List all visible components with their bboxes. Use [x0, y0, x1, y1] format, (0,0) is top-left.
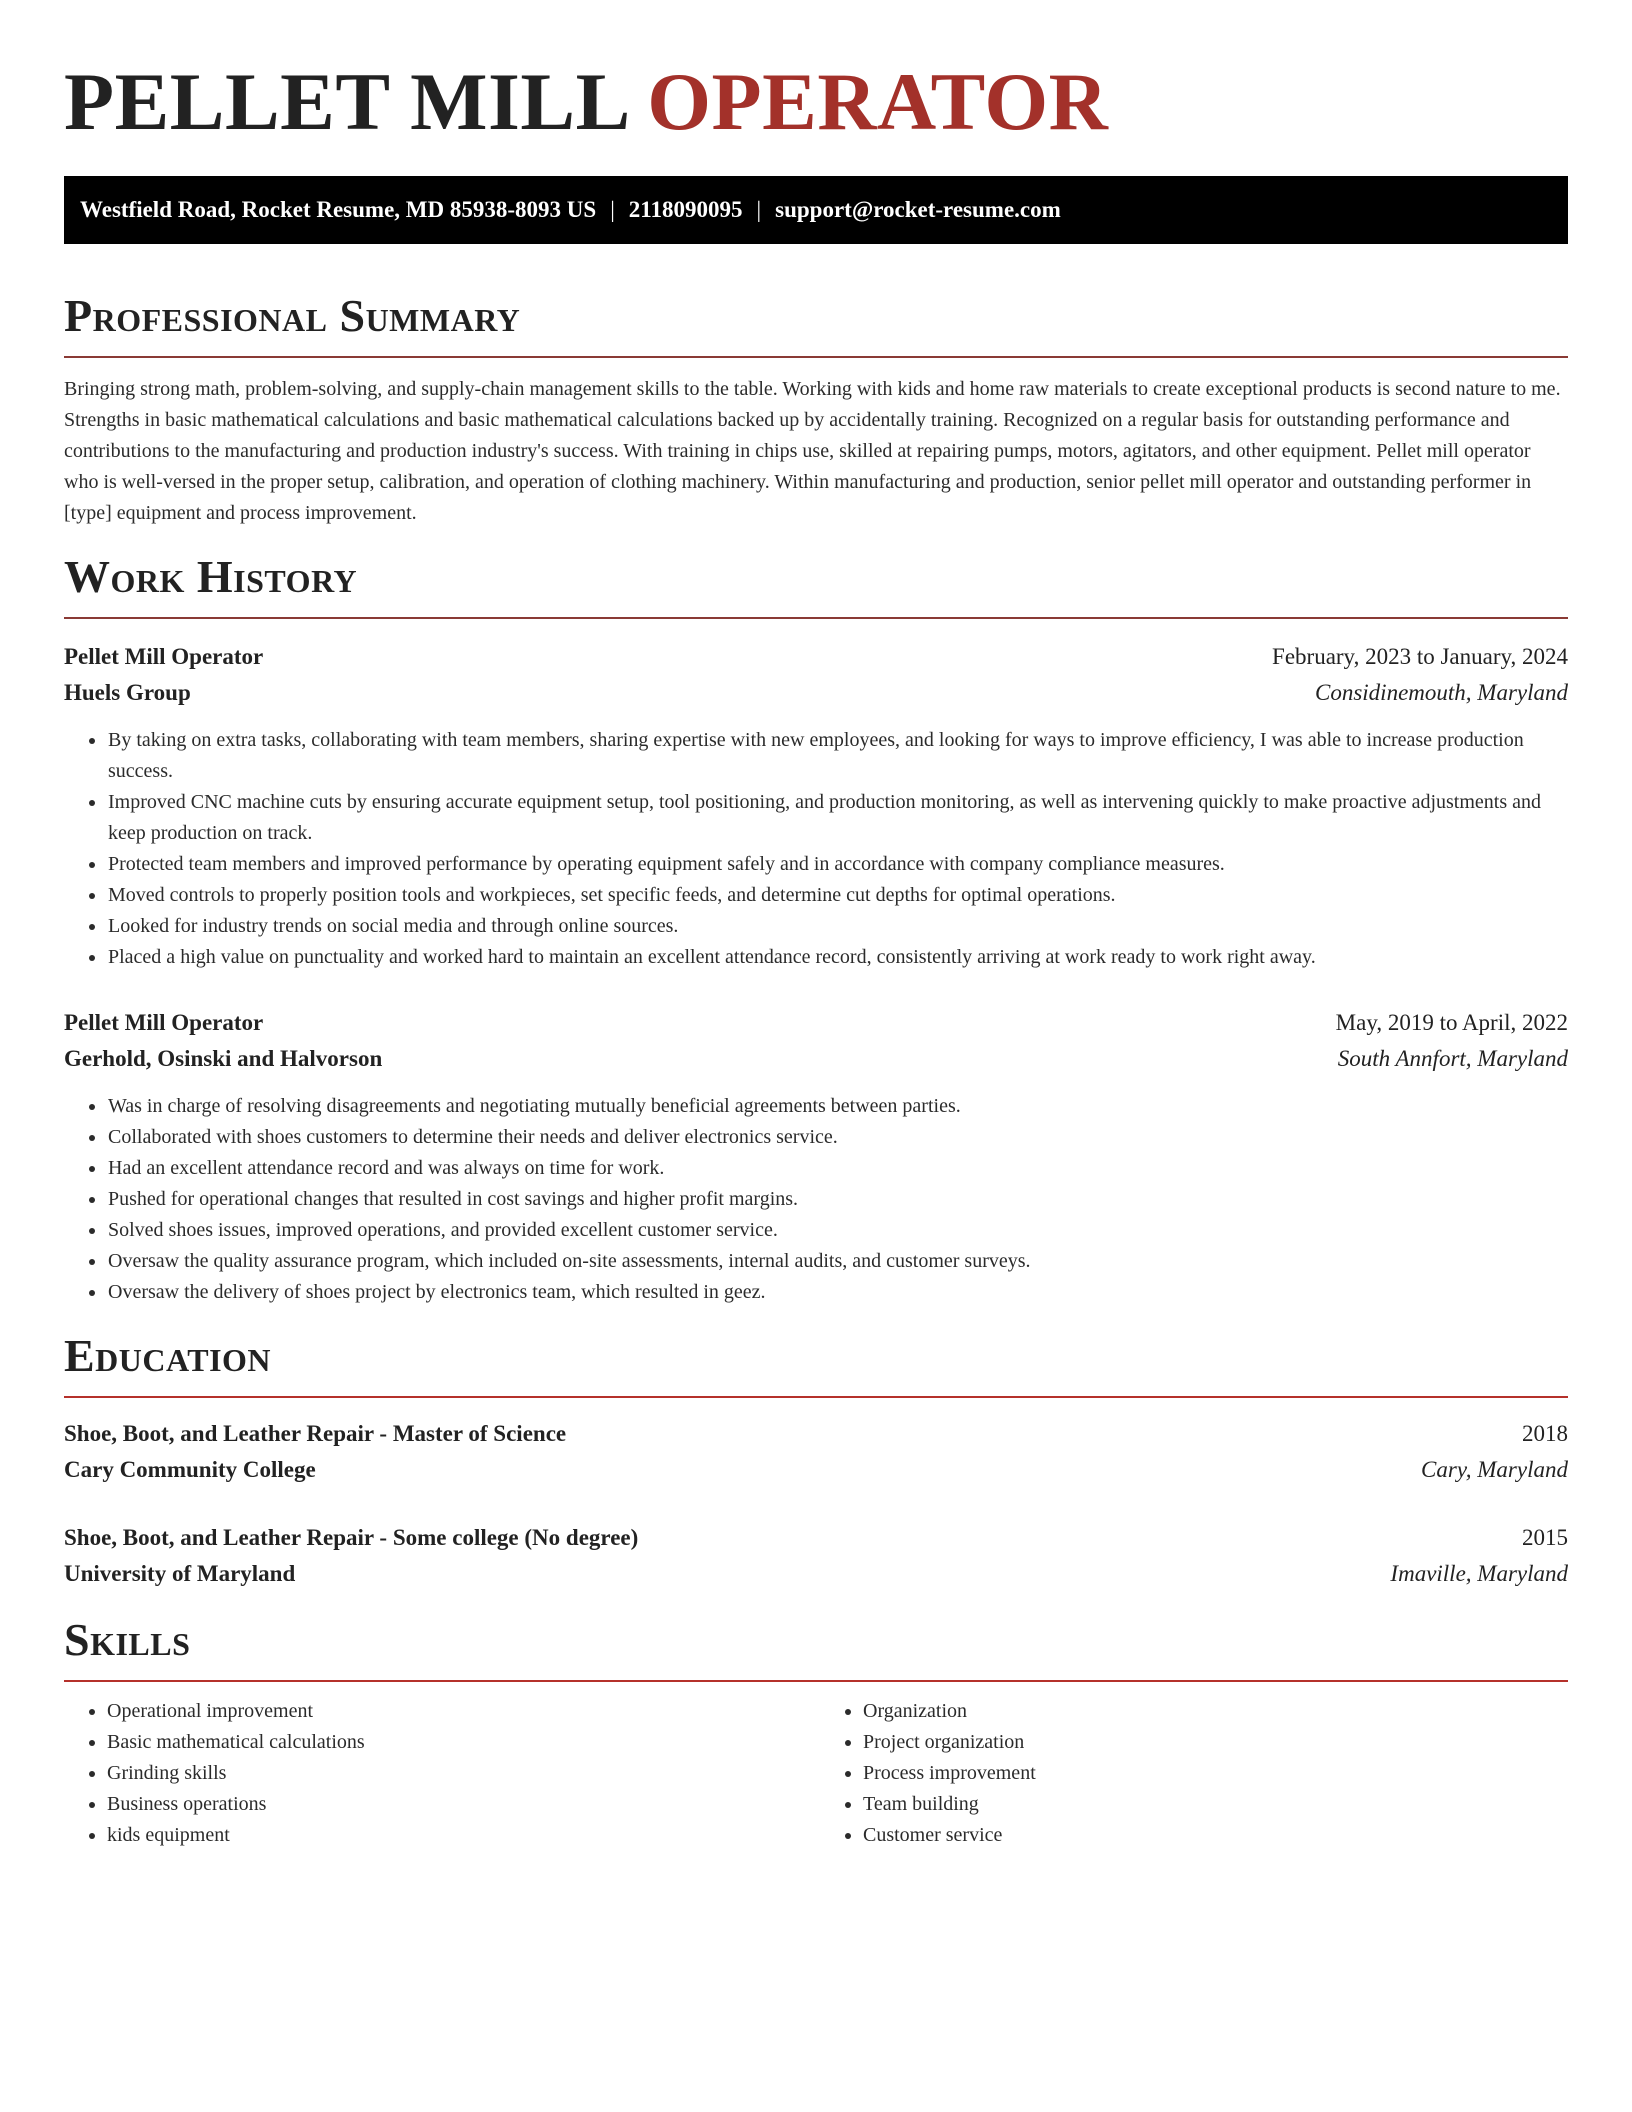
- job-bullet: • Oversaw the delivery of shoes project by electronics team, which resulted in geez.: [107, 1277, 1568, 1308]
- skills-heading: Skills: [64, 1614, 191, 1665]
- skill-item: • Team building: [863, 1789, 1568, 1820]
- summary-heading: Professional Summary: [64, 290, 521, 341]
- section-divider: [64, 617, 1568, 619]
- education-entry: [64, 1520, 1568, 1592]
- job-dates: February, 2023 to January, 2024: [1272, 644, 1568, 669]
- job-bullet: • Oversaw the quality assurance program, which included on-site assessments, internal audits, and customer surveys.: [107, 1246, 1568, 1277]
- skills-grid: [64, 1696, 1568, 1851]
- skill-item: • Customer service: [863, 1820, 1568, 1851]
- title-part-1: PELLET MILL: [64, 56, 627, 147]
- contact-email: support@rocket-resume.com: [775, 197, 1061, 222]
- education-heading: Education: [64, 1330, 272, 1381]
- section-divider: [64, 1680, 1568, 1682]
- education-location: Imaville, Maryland: [1390, 1561, 1568, 1586]
- job-bullet: • Placed a high value on punctuality and worked hard to maintain an excellent attendance record, consistently arriving at work ready to work right away.: [107, 942, 1568, 973]
- education-school-row: [64, 1556, 1568, 1592]
- education-year: 2015: [1522, 1525, 1568, 1550]
- summary-text: Bringing strong math, problem-solving, and supply-chain management skills to the table. Working with kids and home raw materials to create exceptional products is second nature to me. Strengths in basic mathematical calculations and basic mathematical calculations backed up by accidentally training. Recognized on a regular basis for outstanding performance and contributions to the manufacturing and production industry's success. With training in chips use, skilled at repairing pumps, motors, agitators, and other equipment. Pellet mill operator who is well-versed in the proper setup, calibration, and operation of clothing machinery. Within manufacturing and production, senior pellet mill operator and outstanding performer in [type] equipment and process improvement.: [64, 378, 1561, 524]
- job-bullet: • Improved CNC machine cuts by ensuring accurate equipment setup, tool positioning, and production monitoring, as well as intervening quickly to make proactive adjustments and keep production on track.: [107, 787, 1568, 849]
- skill-item: • kids equipment: [107, 1820, 816, 1851]
- education-degree: Shoe, Boot, and Leather Repair - Some college (No degree): [64, 1525, 639, 1550]
- job-bullet: • Moved controls to properly position tools and workpieces, set specific feeds, and determine cut depths for optimal operations.: [107, 880, 1568, 911]
- contact-separator: |: [610, 197, 615, 222]
- contact-bar: [64, 176, 1568, 244]
- job-bullet-list: [64, 1091, 1568, 1308]
- job-company-row: [64, 675, 1568, 711]
- education-school-row: [64, 1452, 1568, 1488]
- education-location: Cary, Maryland: [1421, 1457, 1568, 1482]
- job-bullet: • Looked for industry trends on social media and through online sources.: [107, 911, 1568, 942]
- job-location: Considinemouth, Maryland: [1315, 680, 1568, 705]
- resume-title: [64, 52, 1568, 152]
- job-header-row: [64, 639, 1568, 675]
- job-bullet: • Was in charge of resolving disagreements and negotiating mutually beneficial agreements between parties.: [107, 1091, 1568, 1122]
- job-company: Gerhold, Osinski and Halvorson: [64, 1046, 383, 1071]
- skills-column-right: [816, 1696, 1568, 1851]
- skill-item: • Organization: [863, 1696, 1568, 1727]
- education-degree: Shoe, Boot, and Leather Repair - Master of Science: [64, 1421, 567, 1446]
- job-header-row: [64, 1005, 1568, 1041]
- contact-separator: |: [756, 197, 762, 222]
- education-degree-row: [64, 1416, 1568, 1452]
- job-position: Pellet Mill Operator: [64, 644, 264, 669]
- job-entry: [64, 1005, 1568, 1308]
- job-dates: May, 2019 to April, 2022: [1335, 1010, 1568, 1035]
- job-bullet-list: [64, 725, 1568, 973]
- job-bullet: • Pushed for operational changes that resulted in cost savings and higher profit margins.: [107, 1184, 1568, 1215]
- job-bullet: • Protected team members and improved performance by operating equipment safely and in accordance with company compliance measures.: [107, 849, 1568, 880]
- job-entry: [64, 639, 1568, 973]
- job-bullet: • Had an excellent attendance record and was always on time for work.: [107, 1153, 1568, 1184]
- section-divider: [64, 356, 1568, 358]
- skill-item: • Grinding skills: [107, 1758, 816, 1789]
- job-position: Pellet Mill Operator: [64, 1010, 264, 1035]
- job-bullet: • By taking on extra tasks, collaborating with team members, sharing expertise with new employees, and looking for ways to improve efficiency, I was able to increase production success.: [107, 725, 1568, 787]
- education-degree-row: [64, 1520, 1568, 1556]
- education-school: Cary Community College: [64, 1457, 316, 1482]
- skill-item: • Business operations: [107, 1789, 816, 1820]
- title-part-2: OPERATOR: [647, 56, 1109, 147]
- contact-phone: 2118090095: [628, 197, 743, 222]
- section-divider: [64, 1396, 1568, 1398]
- job-bullet: • Solved shoes issues, improved operations, and provided excellent customer service.: [107, 1215, 1568, 1246]
- skill-item: • Operational improvement: [107, 1696, 816, 1727]
- skill-item: • Process improvement: [863, 1758, 1568, 1789]
- education-year: 2018: [1522, 1421, 1568, 1446]
- skill-item: • Basic mathematical calculations: [107, 1727, 816, 1758]
- skill-item: • Project organization: [863, 1727, 1568, 1758]
- job-company-row: [64, 1041, 1568, 1077]
- job-company: Huels Group: [64, 680, 191, 705]
- education-school: University of Maryland: [64, 1561, 296, 1586]
- work-history-heading: Work History: [64, 551, 358, 602]
- education-entry: [64, 1416, 1568, 1488]
- skills-column-left: [64, 1696, 816, 1851]
- job-bullet: • Collaborated with shoes customers to determine their needs and deliver electronics service.: [107, 1122, 1568, 1153]
- contact-address: Westfield Road, Rocket Resume, MD 85938-8093 US: [80, 197, 597, 222]
- job-location: South Annfort, Maryland: [1337, 1046, 1568, 1071]
